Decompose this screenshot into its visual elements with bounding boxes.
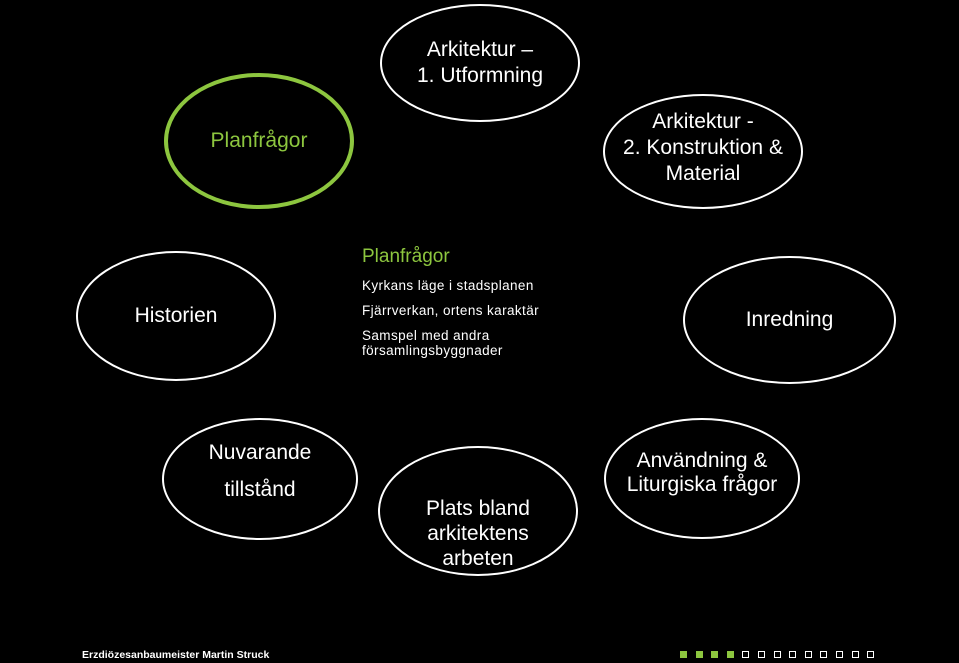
progress-square-empty (805, 651, 812, 658)
node-label-line: 2. Konstruktion & (623, 136, 783, 159)
node-historien[interactable] (76, 251, 276, 381)
slide-progress-indicator (680, 651, 874, 658)
center-title: Planfrågor (362, 246, 450, 267)
center-item: Kyrkans läge i stadsplanen (362, 278, 534, 293)
progress-square-filled (711, 651, 718, 658)
progress-square-empty (758, 651, 765, 658)
node-label-line: Arkitektur - (652, 110, 754, 133)
node-arkitektur-konstruktion[interactable] (603, 94, 803, 209)
node-label-line: Material (665, 162, 741, 185)
node-label: Inredning (745, 308, 834, 331)
node-label: Historien (134, 304, 218, 327)
node-nuvarande-tillstand[interactable] (162, 418, 358, 540)
progress-square-empty (820, 651, 827, 658)
node-label-line: Arkitektur – (426, 38, 534, 61)
footer-author: Erzdiözesanbaumeister Martin Struck (82, 649, 270, 661)
node-label-line: Plats bland (426, 497, 530, 520)
node-anvandning-liturgiska-fragor[interactable] (604, 418, 800, 539)
node-label-line: 1. Utformning (416, 64, 544, 87)
progress-square-empty (836, 651, 843, 658)
progress-square-empty (742, 651, 749, 658)
node-label-line: tillstånd (224, 478, 296, 501)
node-label: Planfrågor (210, 129, 308, 152)
node-plats-bland-arbeten[interactable] (378, 446, 578, 576)
center-item: församlingsbyggnader (362, 343, 503, 358)
center-item: Samspel med andra (362, 328, 490, 343)
node-arkitektur-utformning[interactable] (380, 4, 580, 122)
progress-square-filled (727, 651, 734, 658)
node-label-line: Nuvarande (208, 441, 312, 464)
progress-square-empty (789, 651, 796, 658)
node-label-line: Användning & (636, 449, 768, 472)
center-item: Fjärrverkan, ortens karaktär (362, 303, 540, 318)
progress-square-filled (696, 651, 703, 658)
node-inredning[interactable] (683, 256, 896, 384)
node-label-line: arbeten (442, 547, 514, 570)
progress-square-empty (774, 651, 781, 658)
node-planfragor[interactable] (164, 73, 354, 209)
progress-square-empty (867, 651, 874, 658)
progress-square-filled (680, 651, 687, 658)
node-label-line: arkitektens (427, 522, 529, 545)
progress-square-empty (852, 651, 859, 658)
node-label-line: Liturgiska frågor (626, 473, 778, 496)
center-details (362, 246, 622, 358)
